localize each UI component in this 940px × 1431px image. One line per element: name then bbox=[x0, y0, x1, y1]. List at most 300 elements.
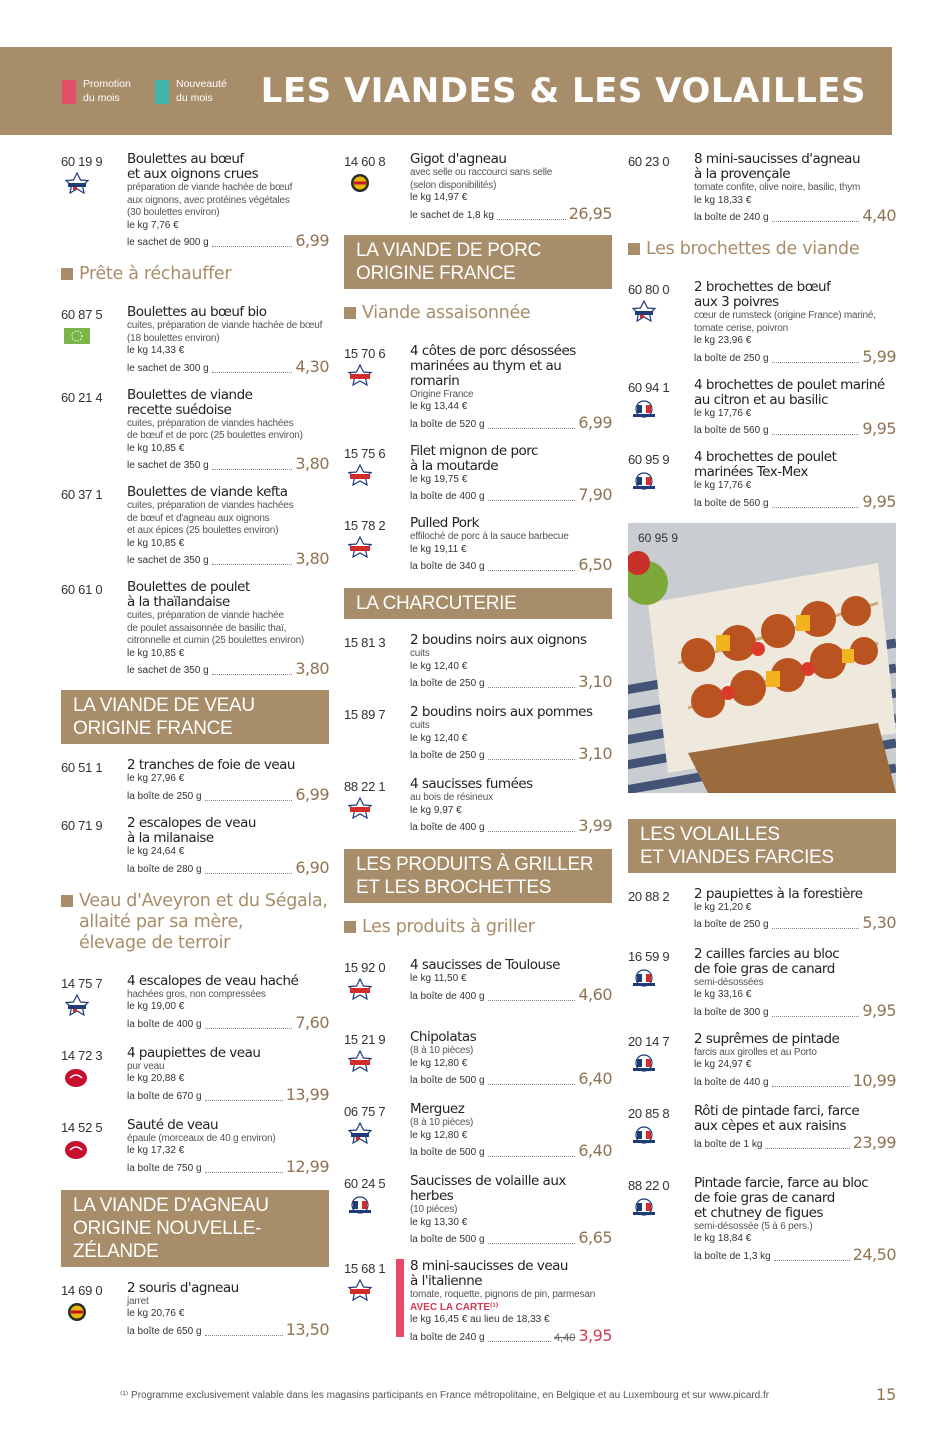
product-code: 15 81 3 bbox=[344, 635, 386, 650]
product-price: 9,95 bbox=[862, 1000, 896, 1020]
price-per-kg: le kg 14,97 € bbox=[410, 192, 468, 203]
product-item bbox=[344, 705, 612, 765]
price-per-kg: le kg 20,76 € bbox=[127, 1308, 185, 1319]
product-desc: (8 à 10 pièces) bbox=[410, 1045, 474, 1056]
price-per-kg: le kg 10,85 € bbox=[127, 537, 185, 549]
product-item bbox=[628, 1176, 896, 1264]
product-code: 60 19 9 bbox=[61, 154, 103, 169]
product-code: 60 71 9 bbox=[61, 818, 103, 833]
price-line bbox=[127, 1086, 329, 1104]
product-name: Pulled Pork bbox=[410, 515, 479, 531]
volaille-francaise-icon bbox=[630, 1052, 658, 1074]
product-name: 2 tranches de foie de veau bbox=[127, 757, 295, 773]
product-desc: cuits bbox=[410, 720, 430, 731]
product-desc: (10 pièces) bbox=[410, 1204, 458, 1215]
product-qty: le sachet de 350 g bbox=[127, 665, 209, 676]
product-price: 3,10 bbox=[578, 672, 612, 691]
product-photo bbox=[628, 523, 896, 793]
price-line bbox=[127, 859, 329, 877]
product-item bbox=[61, 152, 329, 250]
price-line bbox=[694, 1246, 896, 1264]
section-heading: LA VIANDE D'AGNEAU ORIGINE NOUVELLE-ZÉLANDE bbox=[61, 1190, 329, 1267]
price-per-kg: le kg 33,16 € bbox=[694, 989, 752, 1000]
product-price: 6,99 bbox=[295, 784, 329, 804]
column-2 bbox=[344, 152, 612, 1357]
price-line bbox=[410, 556, 612, 574]
product-code: 88 22 1 bbox=[344, 779, 386, 794]
product-item bbox=[61, 816, 329, 877]
product-name: Chipolatas bbox=[410, 1029, 477, 1045]
price-per-kg: le kg 11,50 € bbox=[410, 973, 467, 984]
product-code: 88 22 0 bbox=[628, 1177, 670, 1193]
product-item bbox=[628, 1104, 896, 1164]
product-name: 2 paupiettes à la forestière bbox=[694, 885, 863, 902]
product-name: 2 boudins noirs aux oignons bbox=[410, 632, 587, 648]
product-price: 24,50 bbox=[852, 1244, 896, 1264]
product-price: 4,40 bbox=[862, 206, 896, 225]
product-qty: le sachet de 350 g bbox=[127, 460, 209, 471]
product-code: 14 60 8 bbox=[344, 154, 386, 169]
price-per-kg: le kg 17,32 € bbox=[127, 1145, 185, 1156]
subsection-heading: Veau d'Aveyron et du Ségala, allaité par sa mère, élevage de terroir bbox=[61, 891, 329, 954]
product-price: 6,50 bbox=[578, 555, 612, 574]
product-price: 9,95 bbox=[862, 491, 896, 511]
product-price: 10,99 bbox=[852, 1070, 896, 1090]
nz-lamb-icon bbox=[346, 172, 374, 194]
chicken-skewers-illustration bbox=[628, 523, 896, 793]
product-item bbox=[628, 450, 896, 511]
product-desc: semi-désossée (5 à 6 pers.) bbox=[694, 1220, 813, 1232]
product-qty: la boîte de 250 g bbox=[410, 750, 485, 761]
product-item bbox=[344, 344, 612, 432]
product-price: 9,95 bbox=[862, 419, 896, 438]
price-per-kg: le kg 19,00 € bbox=[127, 1001, 185, 1012]
price-per-kg: le kg 7,76 € bbox=[127, 219, 179, 231]
product-price: 7,90 bbox=[578, 485, 612, 504]
price-line bbox=[127, 660, 329, 678]
product-name: Merguez bbox=[410, 1101, 465, 1117]
footnote: ⁽¹⁾ Programme exclusivement valable dans les magasins participants en France métropolitaine, en Belgique et au Luxembourg et sur www.picard.fr bbox=[120, 1390, 770, 1401]
product-price: 4,30 bbox=[295, 356, 329, 376]
price-per-kg: le kg 13,30 € bbox=[410, 1216, 468, 1228]
viande-francaise-icon bbox=[63, 172, 91, 194]
product-name: Rôti de pintade farci, farce aux cèpes et aux raisins bbox=[694, 1102, 860, 1134]
product-item bbox=[628, 1032, 896, 1092]
product-name: Gigot d'agneau bbox=[410, 151, 507, 167]
product-name: Boulettes de poulet à la thaïlandaise bbox=[127, 579, 250, 610]
product-item bbox=[628, 378, 896, 439]
product-code: 60 61 0 bbox=[61, 582, 103, 597]
price-line bbox=[694, 207, 896, 225]
product-price: 3,95 bbox=[578, 1325, 612, 1345]
price-line bbox=[410, 486, 612, 504]
product-qty: la boîte de 1,3 kg bbox=[694, 1250, 771, 1262]
price-line bbox=[694, 493, 896, 511]
subsection-heading: Les brochettes de viande bbox=[628, 239, 896, 260]
product-price: 3,10 bbox=[578, 744, 612, 763]
price-per-kg: le kg 12,80 € bbox=[410, 1057, 468, 1069]
column-3 bbox=[628, 152, 896, 1276]
column-1 bbox=[61, 152, 329, 1353]
product-price: 12,99 bbox=[285, 1156, 329, 1176]
product-qty: le sachet de 900 g bbox=[127, 237, 209, 248]
product-qty: le sachet de 300 g bbox=[127, 362, 209, 374]
product-name: Pintade farcie, farce au bloc de foie gras de canard et chutney de figues bbox=[694, 1174, 869, 1221]
section-heading: LES VOLAILLES ET VIANDES FARCIES bbox=[628, 819, 896, 873]
product-price: 5,99 bbox=[862, 346, 896, 366]
product-code: 60 21 4 bbox=[61, 389, 103, 405]
product-qty: la boîte de 750 g bbox=[127, 1162, 202, 1174]
price-per-kg: le kg 12,80 € bbox=[410, 1129, 468, 1141]
section-heading: LA CHARCUTERIE bbox=[344, 588, 612, 619]
le-porc-francais-icon bbox=[346, 1050, 374, 1072]
product-qty: la boîte de 650 g bbox=[127, 1325, 202, 1337]
product-item bbox=[628, 887, 896, 935]
product-code: 15 75 6 bbox=[344, 445, 386, 461]
product-qty: la boîte de 440 g bbox=[694, 1076, 769, 1088]
product-price: 6,65 bbox=[578, 1228, 612, 1247]
product-name: 4 saucisses fumées bbox=[410, 776, 533, 792]
product-item bbox=[61, 758, 329, 804]
product-price: 3,80 bbox=[295, 659, 329, 678]
promo-marker bbox=[396, 1259, 404, 1337]
product-name: 2 suprêmes de pintade bbox=[694, 1030, 840, 1047]
viande-francaise-icon bbox=[346, 1122, 374, 1144]
price-line bbox=[694, 348, 896, 366]
volaille-francaise-icon bbox=[346, 1194, 374, 1216]
section-heading: LA VIANDE DE PORC ORIGINE FRANCE bbox=[344, 235, 612, 289]
product-qty: la boîte de 400 g bbox=[410, 491, 485, 502]
price-line bbox=[410, 817, 612, 835]
price-per-kg: le kg 16,45 € au lieu de 18,33 € bbox=[410, 1314, 550, 1325]
product-code: 16 59 9 bbox=[628, 948, 670, 964]
organic-eu-icon bbox=[63, 325, 91, 347]
section-heading: LES PRODUITS À GRILLER ET LES BROCHETTES bbox=[344, 849, 612, 903]
product-code: 06 75 7 bbox=[344, 1104, 386, 1119]
product-desc: hachées gros, non compressées bbox=[127, 988, 266, 1000]
product-price: 6,99 bbox=[295, 231, 329, 250]
product-desc: cuites, préparation de viandes hachées de bœuf et de porc (25 boulettes environ) bbox=[127, 417, 303, 441]
product-item bbox=[344, 958, 612, 1018]
product-desc: épaule (morceaux de 40 g environ) bbox=[127, 1132, 276, 1144]
subsection-heading: Viande assaisonnée bbox=[344, 303, 612, 324]
price-per-kg: le kg 19,11 € bbox=[410, 543, 467, 555]
product-code: 15 68 1 bbox=[344, 1261, 386, 1276]
product-desc: pur veau bbox=[127, 1060, 165, 1072]
product-item bbox=[61, 388, 329, 474]
price-line bbox=[127, 1158, 329, 1176]
product-item bbox=[61, 974, 329, 1034]
legend-promo bbox=[62, 77, 131, 105]
product-name: 4 paupiettes de veau bbox=[127, 1044, 261, 1061]
price-line bbox=[694, 1002, 896, 1020]
product-item bbox=[344, 1174, 612, 1247]
price-per-kg: le kg 10,85 € bbox=[127, 442, 185, 454]
price-per-kg: le kg 20,88 € bbox=[127, 1073, 185, 1084]
product-item bbox=[344, 633, 612, 693]
le-porc-francais-icon bbox=[346, 364, 374, 386]
price-line bbox=[410, 745, 612, 763]
price-line bbox=[127, 1321, 329, 1339]
price-per-kg: le kg 9,97 € bbox=[410, 804, 462, 816]
product-price: 13,50 bbox=[285, 1319, 329, 1339]
product-desc: cuits bbox=[410, 648, 430, 659]
product-desc: farcis aux girolles et au Porto bbox=[694, 1046, 817, 1058]
product-item bbox=[61, 1046, 329, 1106]
product-price: 23,99 bbox=[852, 1132, 896, 1152]
promo-label: AVEC LA CARTE⁽¹⁾ bbox=[410, 1301, 499, 1313]
volaille-francaise-icon bbox=[630, 398, 658, 420]
product-desc: avec selle ou raccourci sans selle (selon disponibilités) bbox=[410, 167, 553, 191]
product-name: Sauté de veau bbox=[127, 1116, 219, 1133]
product-price: 6,90 bbox=[295, 857, 329, 877]
product-price: 3,99 bbox=[578, 816, 612, 835]
volaille-francaise-icon bbox=[630, 1196, 658, 1218]
product-desc: au bois de résineux bbox=[410, 792, 493, 803]
product-qty: la boîte de 500 g bbox=[410, 1234, 485, 1245]
page-header bbox=[0, 47, 892, 135]
price-per-kg: le kg 18,33 € bbox=[694, 194, 752, 206]
photo-product-code: 60 95 9 bbox=[638, 530, 679, 545]
product-code: 60 37 1 bbox=[61, 487, 103, 502]
legend-new-label: Nouveauté du mois bbox=[176, 78, 227, 104]
product-qty: la boîte de 1 kg bbox=[694, 1138, 763, 1150]
product-item bbox=[61, 580, 329, 678]
product-name: 2 escalopes de veau à la milanaise bbox=[127, 815, 256, 846]
product-qty: la boîte de 670 g bbox=[127, 1090, 202, 1102]
section-heading: LA VIANDE DE VEAU ORIGINE FRANCE bbox=[61, 690, 329, 744]
price-line bbox=[410, 414, 612, 432]
product-item bbox=[61, 1118, 329, 1178]
product-qty: la boîte de 300 g bbox=[694, 1006, 769, 1018]
product-item bbox=[344, 1102, 612, 1162]
product-desc: jarret bbox=[127, 1295, 149, 1307]
price-per-kg: le kg 23,96 € bbox=[694, 335, 752, 346]
product-desc: cuites, préparation de viande hachée de poulet assaisonnée de basilic thaï, citronnelle et cumin (25 boulettes environ) bbox=[127, 610, 305, 646]
subsection-heading: Les produits à griller bbox=[344, 917, 612, 938]
promo-swatch bbox=[62, 80, 76, 104]
product-code: 15 89 7 bbox=[344, 707, 386, 722]
product-name: Saucisses de volaille aux herbes bbox=[410, 1173, 566, 1204]
product-code: 60 24 5 bbox=[344, 1176, 386, 1191]
product-qty: la boîte de 250 g bbox=[410, 678, 485, 689]
product-qty: le sachet de 350 g bbox=[127, 555, 209, 566]
product-qty: la boîte de 500 g bbox=[410, 1147, 485, 1158]
product-code: 15 78 2 bbox=[344, 518, 386, 533]
price-per-kg: le kg 19,75 € bbox=[410, 473, 468, 485]
product-qty: la boîte de 400 g bbox=[127, 1018, 202, 1030]
label-rouge-icon bbox=[63, 1138, 91, 1160]
product-qty: la boîte de 340 g bbox=[410, 561, 485, 572]
product-qty: la boîte de 250 g bbox=[694, 352, 769, 364]
volaille-francaise-icon bbox=[630, 967, 658, 989]
product-qty: la boîte de 250 g bbox=[694, 919, 769, 930]
le-porc-francais-icon bbox=[346, 1279, 374, 1301]
product-name: Boulettes au bœuf bio bbox=[127, 304, 267, 320]
product-item bbox=[628, 947, 896, 1020]
product-code: 14 72 3 bbox=[61, 1047, 103, 1063]
legend-promo-label: Promotion du mois bbox=[83, 78, 131, 104]
page-number: 15 bbox=[876, 1385, 897, 1404]
subsection-heading: Prête à réchauffer bbox=[61, 264, 329, 285]
product-qty: la boîte de 400 g bbox=[410, 822, 485, 833]
product-name: Boulettes au bœuf et aux oignons crues bbox=[127, 151, 259, 182]
product-item bbox=[344, 1030, 612, 1090]
product-qty: la boîte de 560 g bbox=[694, 497, 769, 509]
viande-francaise-icon bbox=[63, 994, 91, 1016]
product-desc: tomate, roquette, pignons de pin, parmesan bbox=[410, 1289, 596, 1300]
product-code: 20 14 7 bbox=[628, 1033, 670, 1049]
product-name: Boulettes de viande kefta bbox=[127, 484, 288, 500]
price-per-kg: le kg 10,85 € bbox=[127, 647, 185, 659]
price-line bbox=[694, 914, 896, 932]
product-code: 14 69 0 bbox=[61, 1282, 103, 1298]
product-code: 60 95 9 bbox=[628, 452, 670, 467]
price-line bbox=[127, 550, 329, 568]
product-name: Boulettes de viande recette suédoise bbox=[127, 386, 253, 418]
product-price: 6,40 bbox=[578, 1141, 612, 1160]
product-name: 4 escalopes de veau haché bbox=[127, 972, 299, 989]
product-item bbox=[344, 516, 612, 576]
product-name: Filet mignon de porc à la moutarde bbox=[410, 442, 538, 474]
product-code: 15 21 9 bbox=[344, 1032, 386, 1047]
price-line bbox=[694, 1072, 896, 1090]
product-code: 20 85 8 bbox=[628, 1105, 670, 1121]
price-line bbox=[694, 1134, 896, 1152]
price-per-kg: le kg 18,84 € bbox=[694, 1233, 752, 1244]
product-code: 60 87 5 bbox=[61, 307, 103, 322]
product-name: 4 brochettes de poulet mariné au citron et au basilic bbox=[694, 376, 885, 408]
product-qty: la boîte de 250 g bbox=[127, 790, 202, 802]
price-line bbox=[410, 673, 612, 691]
price-per-kg: le kg 27,96 € bbox=[127, 773, 185, 784]
product-qty: la boîte de 280 g bbox=[127, 863, 202, 875]
product-name: 4 saucisses de Toulouse bbox=[410, 957, 560, 973]
price-per-kg: le kg 13,44 € bbox=[410, 401, 468, 412]
price-per-kg: le kg 17,76 € bbox=[694, 407, 752, 419]
le-porc-francais-icon bbox=[346, 464, 374, 486]
product-code: 15 70 6 bbox=[344, 345, 386, 361]
price-line bbox=[127, 1014, 329, 1032]
product-price: 13,99 bbox=[285, 1084, 329, 1104]
product-item bbox=[61, 485, 329, 568]
price-line bbox=[410, 1142, 612, 1160]
product-item bbox=[628, 152, 896, 225]
product-name: 4 côtes de porc désossées marinées au thym et au romarin bbox=[410, 342, 576, 389]
product-qty: la boîte de 240 g bbox=[410, 1331, 485, 1343]
product-price: 5,30 bbox=[862, 913, 896, 932]
price-line bbox=[694, 420, 896, 438]
product-item bbox=[344, 152, 612, 223]
price-per-kg: le kg 12,40 € bbox=[410, 732, 468, 744]
product-qty: la boîte de 500 g bbox=[410, 1075, 485, 1086]
viande-francaise-icon bbox=[630, 300, 658, 322]
product-item bbox=[344, 444, 612, 505]
price-line bbox=[127, 786, 329, 804]
product-item bbox=[628, 280, 896, 366]
product-qty: la boîte de 520 g bbox=[410, 418, 485, 430]
product-desc: cœur de rumsteck (origine France) mariné, tomate cerise, poivron bbox=[694, 310, 876, 334]
product-name: 2 cailles farcies au bloc de foie gras de canard bbox=[694, 945, 840, 977]
price-line bbox=[410, 1229, 612, 1247]
price-per-kg: le kg 21,20 € bbox=[694, 901, 752, 913]
product-code: 20 88 2 bbox=[628, 888, 670, 904]
product-desc: semi-désossées bbox=[694, 976, 764, 988]
product-name: 2 souris d'agneau bbox=[127, 1279, 239, 1296]
price-line bbox=[410, 205, 612, 223]
product-code: 14 75 7 bbox=[61, 975, 103, 991]
product-qty: la boîte de 560 g bbox=[694, 425, 769, 436]
price-line bbox=[127, 358, 329, 376]
price-line bbox=[127, 232, 329, 250]
product-code: 14 52 5 bbox=[61, 1119, 103, 1135]
product-desc: tomate confite, olive noire, basilic, thym bbox=[694, 182, 861, 193]
price-per-kg: le kg 24,97 € bbox=[694, 1059, 752, 1070]
product-desc: Origine France bbox=[410, 388, 474, 400]
price-line bbox=[410, 986, 612, 1004]
product-name: 8 mini-saucisses d'agneau à la provençale bbox=[694, 151, 861, 182]
product-qty: la boîte de 240 g bbox=[694, 212, 769, 223]
price-line bbox=[410, 1070, 612, 1088]
product-price: 6,40 bbox=[578, 1069, 612, 1088]
product-name: 4 brochettes de poulet marinées Tex-Mex bbox=[694, 449, 837, 480]
label-rouge-icon bbox=[63, 1066, 91, 1088]
product-price: 26,95 bbox=[568, 203, 612, 223]
product-name: 2 boudins noirs aux pommes bbox=[410, 704, 593, 720]
product-price: 3,80 bbox=[295, 454, 329, 473]
product-code: 60 80 0 bbox=[628, 282, 670, 297]
le-porc-francais-icon bbox=[346, 536, 374, 558]
old-price: 4,40 bbox=[553, 1331, 576, 1344]
product-name: 2 brochettes de bœuf aux 3 poivres bbox=[694, 279, 831, 310]
product-item bbox=[344, 777, 612, 837]
product-code: 15 92 0 bbox=[344, 960, 386, 975]
product-price: 7,60 bbox=[295, 1012, 329, 1032]
product-item-promo bbox=[344, 1259, 612, 1345]
product-desc: effiloché de porc à la sauce barbecue bbox=[410, 531, 569, 542]
product-qty: le sachet de 1,8 kg bbox=[410, 209, 494, 221]
new-swatch bbox=[155, 80, 169, 104]
product-price: 3,80 bbox=[295, 549, 329, 568]
product-desc: (8 à 10 pièces) bbox=[410, 1117, 474, 1128]
product-code: 60 23 0 bbox=[628, 154, 670, 169]
volaille-francaise-icon bbox=[630, 470, 658, 492]
price-line bbox=[410, 1327, 612, 1345]
le-porc-francais-icon bbox=[346, 797, 374, 819]
volaille-francaise-icon bbox=[630, 1124, 658, 1146]
le-porc-francais-icon bbox=[346, 978, 374, 1000]
product-item bbox=[61, 305, 329, 376]
product-name: 8 mini-saucisses de veau à l'italienne bbox=[410, 1258, 568, 1289]
product-desc: cuites, préparation de viandes hachées de bœuf et d'agneau aux oignons et aux épices (25 boulettes environ) bbox=[127, 500, 294, 536]
product-code: 60 94 1 bbox=[628, 379, 670, 395]
page-title: LES VIANDES & LES VOLAILLES bbox=[260, 71, 866, 111]
price-per-kg: le kg 12,40 € bbox=[410, 660, 468, 672]
product-price: 4,60 bbox=[578, 984, 612, 1004]
price-per-kg: le kg 24,64 € bbox=[127, 846, 185, 857]
product-qty: la boîte de 400 g bbox=[410, 990, 485, 1002]
price-per-kg: le kg 14,33 € bbox=[127, 345, 185, 356]
price-line bbox=[127, 455, 329, 473]
product-code: 60 51 1 bbox=[61, 760, 103, 775]
product-desc: préparation de viande hachée de bœuf aux oignons, avec protéines végétales (30 boulettes environ) bbox=[127, 182, 293, 218]
nz-lamb-icon bbox=[63, 1301, 91, 1323]
legend-new bbox=[155, 77, 227, 105]
price-per-kg: le kg 17,76 € bbox=[694, 480, 752, 491]
product-price: 6,99 bbox=[578, 412, 612, 432]
product-desc: cuites, préparation de viande hachée de bœuf (18 boulettes environ) bbox=[127, 320, 323, 344]
product-item bbox=[61, 1281, 329, 1341]
